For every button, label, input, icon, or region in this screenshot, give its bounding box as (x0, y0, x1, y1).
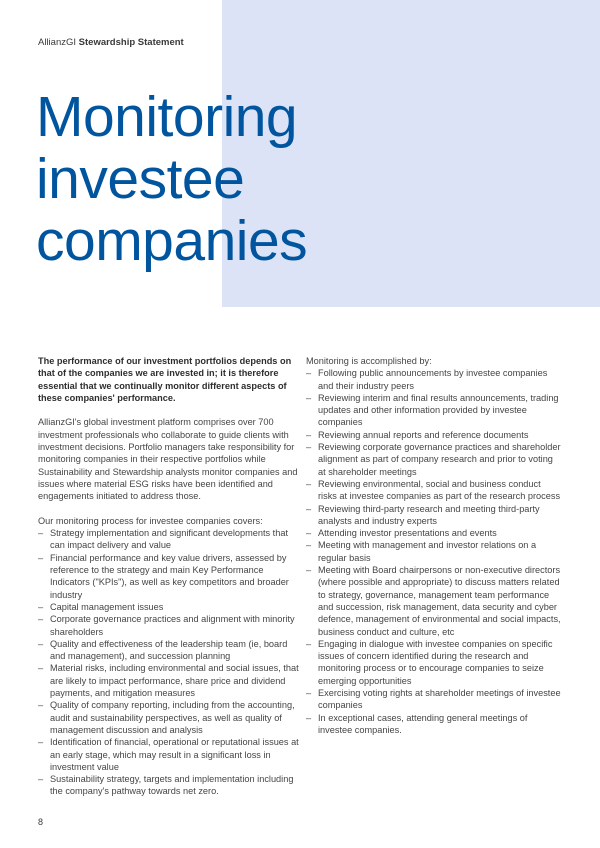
list-item: – Reviewing environmental, social and business conduct risks at investee companies as part of the research process (306, 478, 562, 503)
page-title (36, 86, 307, 272)
page-title-line-1: Monitoring (36, 85, 298, 149)
list-item: – Corporate governance practices and alignment with minority shareholders (38, 613, 300, 638)
list-item: – Capital management issues (38, 601, 300, 613)
page-title-line-2: investee (36, 147, 245, 211)
list-item: – Attending investor presentations and events (306, 527, 562, 539)
list-item: – Identification of financial, operational or reputational issues at an early stage, which may result in a significant loss in investment value (38, 736, 300, 773)
list-item: – In exceptional cases, attending general meetings of investee companies. (306, 712, 562, 737)
list-item: – Reviewing interim and final results announcements, trading updates and other information provided by investee companies (306, 392, 562, 429)
list-item: – Material risks, including environmental and social issues, that are likely to impact performance, share price and dividend payments, and mitigation measures (38, 662, 300, 699)
monitoring-methods-list (306, 367, 562, 736)
monitoring-covers-list (38, 527, 300, 798)
page-title-line-3: companies (36, 209, 308, 273)
list-item: – Engaging in dialogue with investee companies on specific issues of concern identified during the research and monitoring process or to encourage companies to seize emerging opportunities (306, 638, 562, 687)
list-item: – Reviewing annual reports and reference documents (306, 429, 562, 441)
list-item: – Strategy implementation and significant developments that can impact delivery and value (38, 527, 300, 552)
lead-paragraph: The performance of our investment portfolios depends on that of the companies we are invested in; it is therefore essential that we continually monitor different aspects of these companies' performance. (38, 356, 292, 403)
monitoring-covers-intro: Our monitoring process for investee companies covers: (38, 515, 263, 526)
header-brand: AllianzGI (38, 37, 77, 48)
list-item: – Exercising voting rights at shareholder meetings of investee companies (306, 687, 562, 712)
list-item: – Reviewing third-party research and meeting third-party analysts and industry experts (306, 503, 562, 528)
right-column (306, 355, 562, 736)
left-column (38, 355, 300, 798)
list-item: – Sustainability strategy, targets and implementation including the company's pathway towards net zero. (38, 773, 300, 798)
list-item: – Meeting with management and investor relations on a regular basis (306, 539, 562, 564)
list-item: – Financial performance and key value drivers, assessed by reference to the strategy and main Key Performance Indicators ("KPIs"), as well as key competitors and broader industry (38, 552, 300, 601)
list-item: – Meeting with Board chairpersons or non-executive directors (where possible and appropriate) to discuss matters related to strategy, governance, management team performance and succession, risk management, data security and cyber defence, management of environmental and social impacts, business conduct and culture, etc (306, 564, 562, 638)
list-item: – Quality of company reporting, including from the accounting, audit and sustainability perspectives, as well as quality of management discussion and analysis (38, 699, 300, 736)
document-header (38, 37, 184, 48)
platform-paragraph: AllianzGI's global investment platform comprises over 700 investment professionals who collaborate to guide clients with investment decisions. Portfolio managers take responsibility for monitoring companies in their respective portfolios while Sustainability and Stewardship analysts monitor companies and issues where material ESG risks have been identified and engagements initiated to address those. (38, 417, 298, 502)
list-item: – Reviewing corporate governance practices and shareholder alignment as part of company research and prior to voting at shareholder meetings (306, 441, 562, 478)
header-title: Stewardship Statement (78, 37, 184, 48)
monitoring-accomplished-intro: Monitoring is accomplished by: (306, 356, 432, 366)
list-item: – Quality and effectiveness of the leadership team (ie, board and management), and succession planning (38, 638, 300, 663)
page-number: 8 (38, 817, 44, 827)
list-item: – Following public announcements by investee companies and their industry peers (306, 367, 562, 392)
